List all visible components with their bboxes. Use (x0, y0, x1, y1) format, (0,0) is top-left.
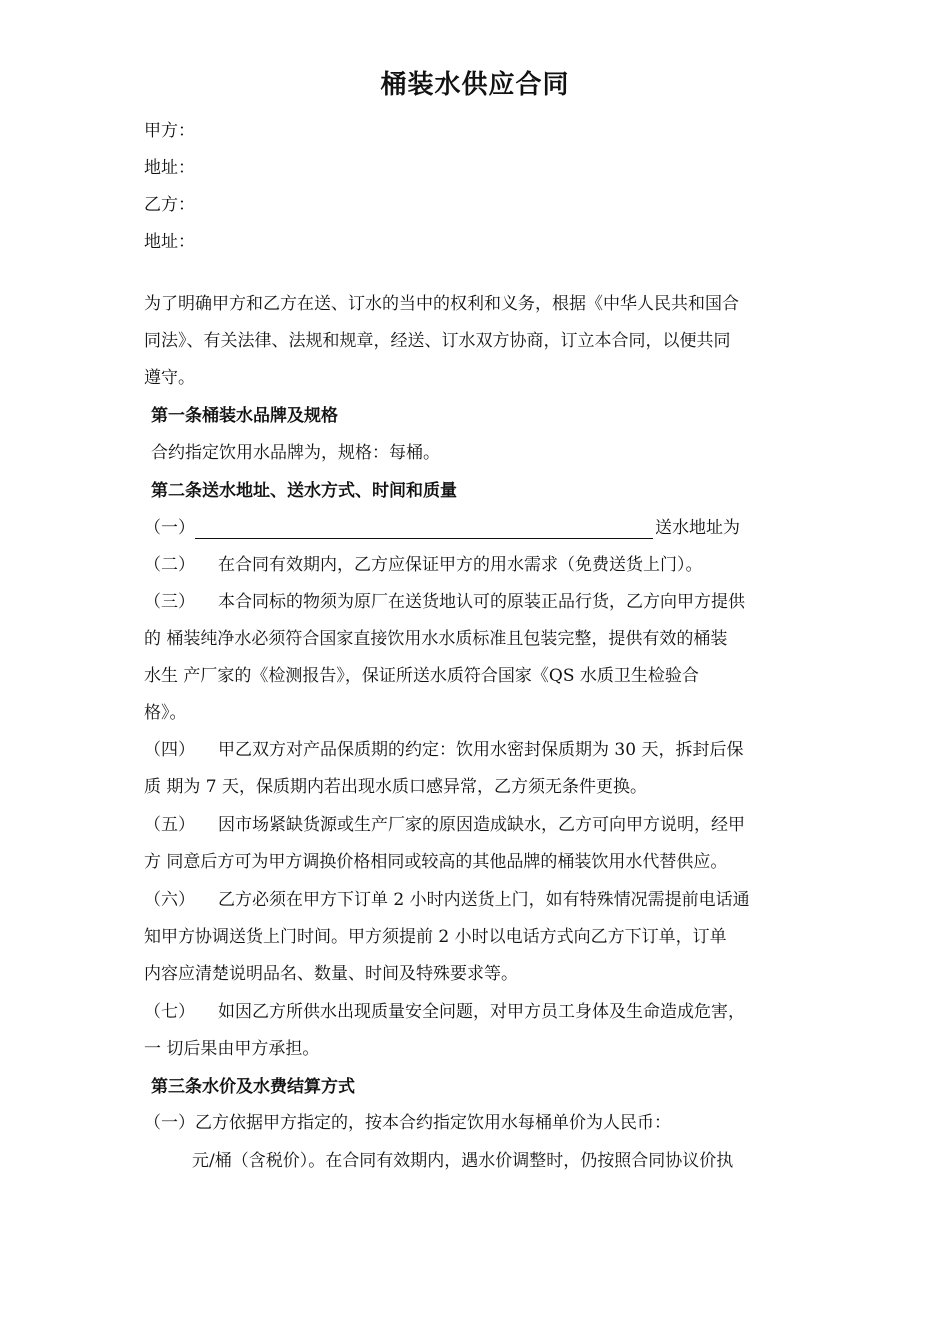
item-text: 在合同有效期内，乙方应保证甲方的用水需求（免费送货上门）。 (218, 555, 703, 575)
article-2-item-3 (144, 591, 824, 613)
article-1-heading: 第一条桶装水品牌及规格 (151, 406, 338, 426)
article-2-item-5 (144, 814, 824, 836)
item-number: （一） (144, 518, 195, 538)
article-2-heading: 第二条送水地址、送水方式、时间和质量 (151, 481, 457, 501)
item-number: （七） (144, 1002, 195, 1022)
article-2-item-1 (144, 517, 824, 539)
item-text: 如因乙方所供水出现质量安全问题，对甲方员工身体及生命造成危害， (218, 1002, 745, 1022)
item-number: （五） (144, 815, 195, 835)
address-a-label: 地址： (144, 158, 195, 178)
article-2-item-7-line-2: 一 切后果由甲方承担。 (144, 1039, 320, 1059)
document-title: 桶装水供应合同 (380, 70, 570, 100)
item-number: （六） (144, 890, 195, 910)
address-blank-line (195, 520, 653, 539)
item-text: 本合同标的物须为原厂在送货地认可的原装正品行货，乙方向甲方提供 (218, 592, 745, 612)
article-2-item-6-line-3: 内容应清楚说明品名、数量、时间及特殊要求等。 (144, 964, 518, 984)
item-number: （二） (144, 555, 195, 575)
article-2-item-7 (144, 1001, 824, 1023)
item-text: 送水地址为 (655, 518, 740, 538)
article-2-item-4-line-2: 质 期为 7 天，保质期内若出现水质口感异常，乙方须无条件更换。 (144, 777, 648, 797)
article-1-body: 合约指定饮用水品牌为，规格：每桶。 (151, 443, 440, 463)
article-2-item-2 (144, 554, 824, 576)
item-text: 甲乙双方对产品保质期的约定：饮用水密封保质期为 30 天，拆封后保 (218, 740, 744, 760)
article-2-item-5-line-2: 方 同意后方可为甲方调换价格相同或较高的其他品牌的桶装饮用水代替供应。 (144, 852, 728, 872)
article-2-item-6-line-2: 知甲方协调送货上门时间。甲方须提前 2 小时以电话方式向乙方下订单，订单 (144, 927, 727, 947)
item-number: （四） (144, 740, 195, 760)
preamble-line-2: 同法》、有关法律、法规和规章，经送、订水双方协商，订立本合同，以便共同 (144, 331, 731, 351)
article-3-line-1: （一）乙方依据甲方指定的，按本合约指定饮用水每桶单价为人民币： (144, 1113, 671, 1133)
item-text: 因市场紧缺货源或生产厂家的原因造成缺水，乙方可向甲方说明，经甲 (218, 815, 745, 835)
party-b-label: 乙方： (144, 195, 195, 215)
article-3-heading: 第三条水价及水费结算方式 (151, 1077, 355, 1097)
article-2-item-4 (144, 739, 824, 761)
article-3-line-2: 元/桶（含税价）。在合同有效期内，遇水价调整时，仍按照合同协议价执 (192, 1151, 734, 1171)
item-text: 乙方必须在甲方下订单 2 小时内送货上门，如有特殊情况需提前电话通 (218, 890, 750, 910)
party-a-label: 甲方： (144, 121, 195, 141)
article-2-item-3-line-2: 的 桶装纯净水必须符合国家直接饮用水水质标准且包装完整，提供有效的桶装 (144, 629, 728, 649)
item-number: （三） (144, 592, 195, 612)
preamble-line-3: 遵守。 (144, 368, 195, 388)
preamble-line-1: 为了明确甲方和乙方在送、订水的当中的权利和义务，根据《中华人民共和国合 (144, 294, 739, 314)
article-2-item-6 (144, 889, 824, 911)
article-2-item-3-line-3: 水生 产厂家的《检测报告》，保证所送水质符合国家《QS 水质卫生检验合 (144, 666, 699, 686)
address-b-label: 地址： (144, 232, 195, 252)
article-2-item-3-line-4: 格》。 (144, 703, 187, 723)
